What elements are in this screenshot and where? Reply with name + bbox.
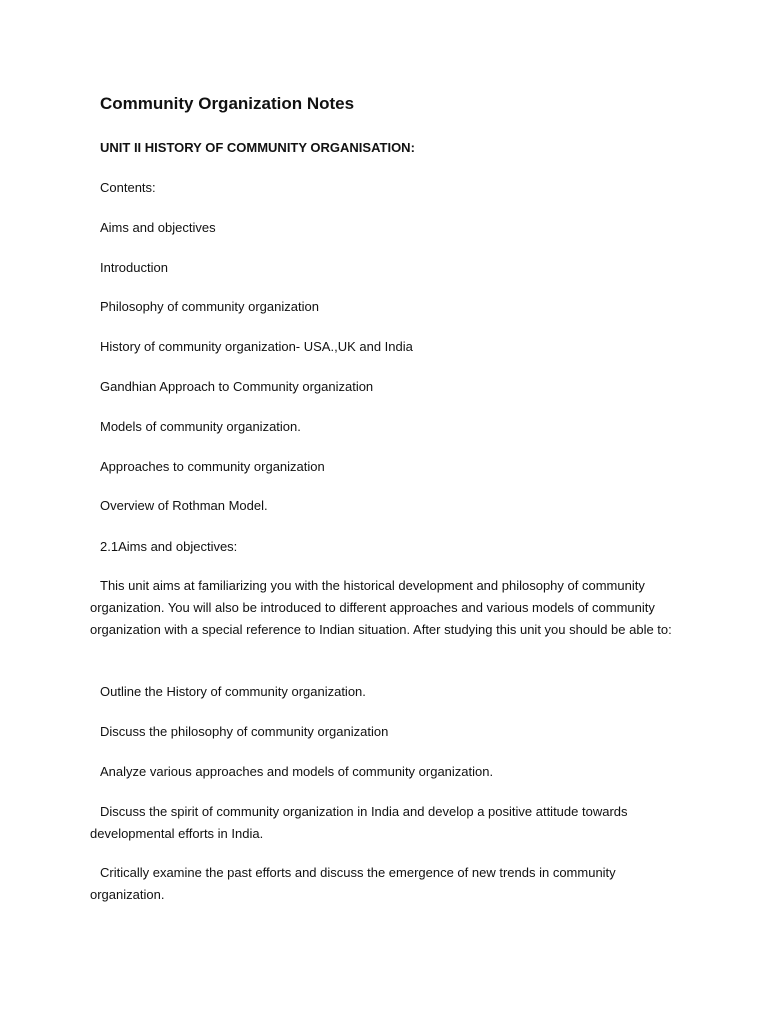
contents-item-philosophy: Philosophy of community organization [100, 299, 319, 314]
contents-item-approaches: Approaches to community organization [100, 459, 325, 474]
contents-item-models: Models of community organization. [100, 419, 301, 434]
contents-item-aims: Aims and objectives [100, 220, 216, 235]
objective-item-history: Outline the History of community organization. [100, 684, 366, 699]
contents-item-rothman: Overview of Rothman Model. [100, 498, 268, 513]
document-title: Community Organization Notes [100, 94, 355, 113]
contents-label: Contents: [100, 180, 156, 195]
contents-item-introduction: Introduction [100, 260, 168, 275]
objective-item-spirit: Discuss the spirit of community organization in India and develop a positive attitude towards developmental efforts in India. [90, 804, 628, 841]
intro-paragraph: This unit aims at familiarizing you with the historical development and philosophy of community organization. You will also be introduced to different approaches and various models of community organization with a special reference to Indian situation. After studying this unit you should be able to: [90, 578, 672, 637]
contents-item-history: History of community organization- USA.,UK and India [100, 339, 413, 354]
objective-item-critical: Critically examine the past efforts and discuss the emergence of new trends in community organization. [90, 865, 616, 902]
contents-item-gandhian: Gandhian Approach to Community organization [100, 379, 374, 394]
unit-heading: UNIT II HISTORY OF COMMUNITY ORGANISATION: [100, 140, 415, 155]
objective-item-approaches: Analyze various approaches and models of community organization. [100, 764, 494, 779]
section-heading: 2.1Aims and objectives: [100, 539, 238, 554]
objective-item-philosophy: Discuss the philosophy of community organization [100, 724, 389, 739]
